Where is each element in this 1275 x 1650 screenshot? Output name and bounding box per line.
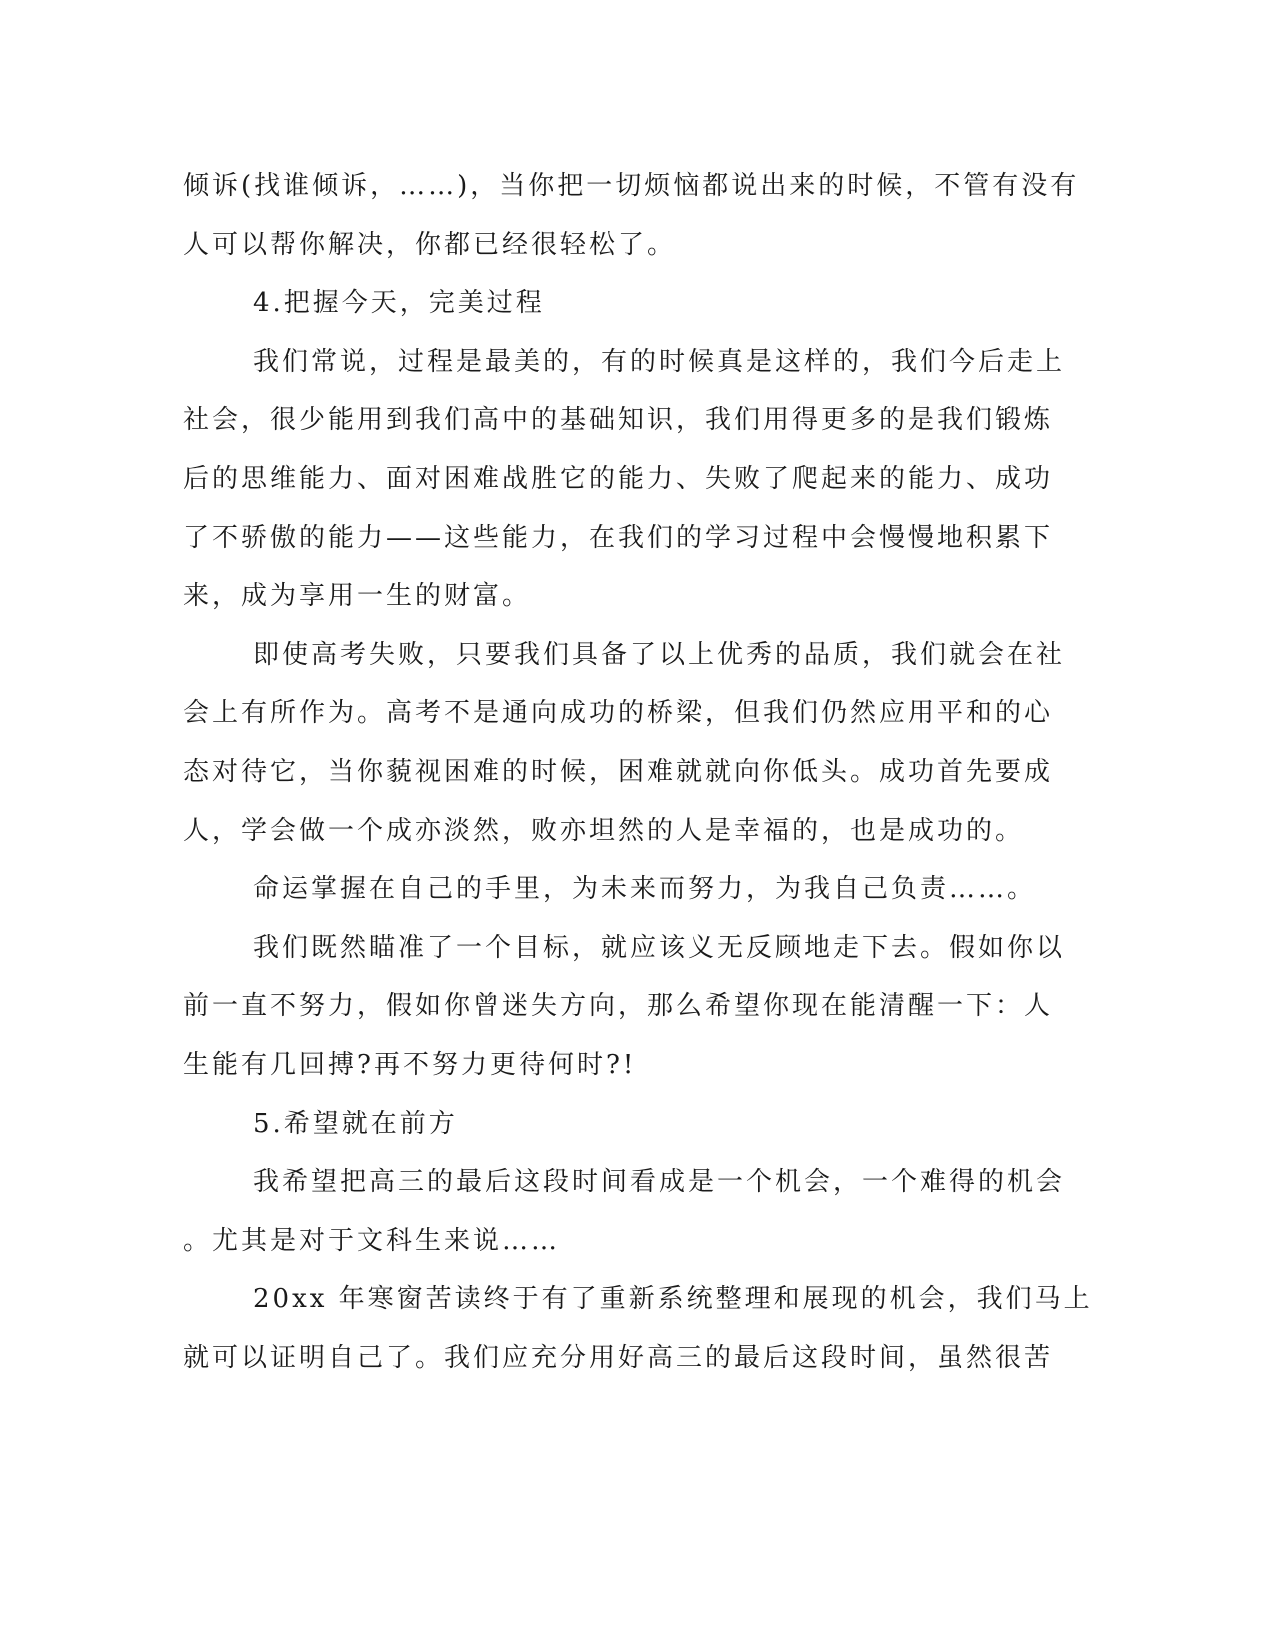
text-line: 前一直不努力，假如你曾迷失方向，那么希望你现在能清醒一下：人 bbox=[183, 991, 1054, 1022]
text-line: 即使高考失败，只要我们具备了以上优秀的品质，我们就会在社 bbox=[253, 639, 1066, 670]
text-line: 后的思维能力、面对困难战胜它的能力、失败了爬起来的能力、成功 bbox=[183, 463, 1054, 494]
text-line: 20xx 年寒窗苦读终于有了重新系统整理和展现的机会，我们马上 bbox=[253, 1284, 1093, 1315]
text-line: 我希望把高三的最后这段时间看成是一个机会，一个难得的机会 bbox=[253, 1167, 1066, 1198]
text-line: 人可以帮你解决，你都已经很轻松了。 bbox=[183, 229, 677, 260]
text-line: 了不骄傲的能力——这些能力，在我们的学习过程中会慢慢地积累下 bbox=[183, 522, 1054, 553]
text-line: 来，成为享用一生的财富。 bbox=[183, 581, 532, 612]
text-line: 我们既然瞄准了一个目标，就应该义无反顾地走下去。假如你以 bbox=[253, 932, 1066, 963]
text-line: 我们常说，过程是最美的，有的时候真是这样的，我们今后走上 bbox=[253, 346, 1066, 377]
text-line: 命运掌握在自己的手里，为未来而努力，为我自己负责……。 bbox=[253, 874, 1037, 905]
text-line: 会上有所作为。高考不是通向成功的桥梁，但我们仍然应用平和的心 bbox=[183, 698, 1054, 729]
section-heading: 4.把握今天，完美过程 bbox=[253, 288, 545, 319]
text-line: 倾诉(找谁倾诉，……)，当你把一切烦恼都说出来的时候，不管有没有 bbox=[183, 171, 1080, 201]
text-line: 态对待它，当你藐视困难的时候，困难就就向你低头。成功首先要成 bbox=[183, 756, 1054, 787]
text-line: 。尤其是对于文科生来说…… bbox=[183, 1225, 561, 1256]
document-body bbox=[183, 157, 1093, 1387]
text-line: 人，学会做一个成亦淡然，败亦坦然的人是幸福的，也是成功的。 bbox=[183, 815, 1025, 846]
section-heading: 5.希望就在前方 bbox=[253, 1108, 458, 1139]
text-line: 生能有几回搏?再不努力更待何时?! bbox=[183, 1049, 637, 1080]
text-line: 社会，很少能用到我们高中的基础知识，我们用得更多的是我们锻炼 bbox=[183, 405, 1054, 436]
text-line: 就可以证明自己了。我们应充分用好高三的最后这段时间，虽然很苦 bbox=[183, 1342, 1054, 1373]
